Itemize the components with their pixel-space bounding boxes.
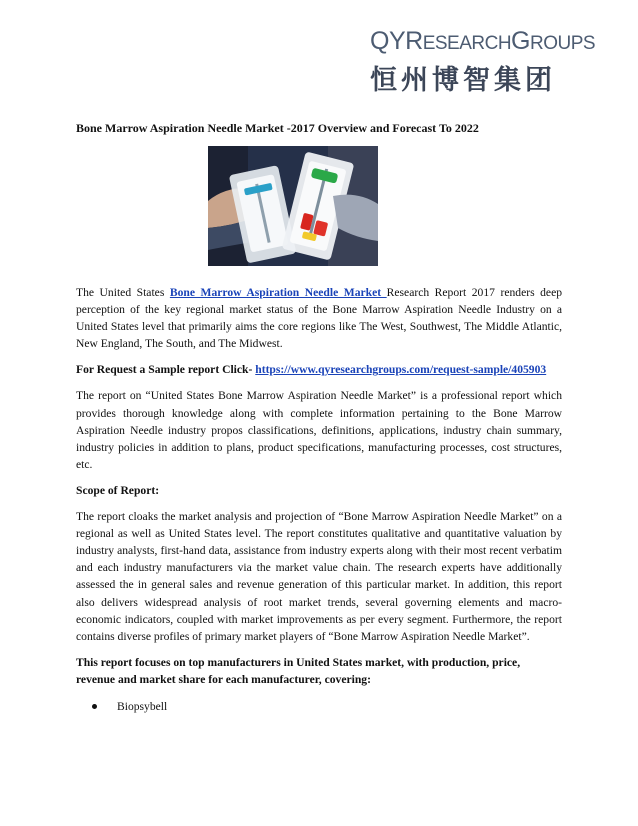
manufacturer-list <box>76 698 562 715</box>
sample-request-paragraph: For Request a Sample report Click- https://www.qyresearchgroups.com/request-sample/405903 <box>76 363 547 377</box>
document-title: Bone Marrow Aspiration Needle Market -2017 Overview and Forecast To 2022 <box>76 121 479 135</box>
manufacturers-heading: This report focuses on top manufacturers in United States market, with production, price, revenue and market share for each manufacturer, covering: <box>76 655 521 686</box>
logo-chinese-text: 恒州博智集团 <box>370 65 556 96</box>
logo-wordmark: QYRESEARCHGROUPS <box>370 27 596 55</box>
scope-heading: Scope of Report: <box>76 483 160 497</box>
market-report-link[interactable]: Bone Marrow Aspiration Needle Market <box>169 286 387 299</box>
needle-kits-illustration <box>208 146 378 266</box>
scope-paragraph: The report cloaks the market analysis and projection of “Bone Marrow Aspiration Needle Market” on a regional as well as United States level. The report constitutes qualitative and quantitative valuation by industry analysts, first-hand data, assistance from industry experts along with their most recent verbatim and each industry manufacturers via the market value chain. The research experts have additionally assessed the in general sales and revenue generation of this particular market. In addition, this report also delivers widespread analysis of root market trends, several governing elements and macro-economic indicators, coupled with market improvements as per every segment. Furthermore, the report contains diverse profiles of primary market players of “Bone Marrow Aspiration Needle Market”. <box>76 510 562 643</box>
company-logo <box>370 26 596 106</box>
sample-request-link[interactable]: https://www.qyresearchgroups.com/request-sample/405903 <box>255 363 547 377</box>
intro-paragraph: The United States Bone Marrow Aspiration Needle Market Research Report 2017 renders deep perception of the key regional market status of the Bone Marrow Aspiration Needle Industry on a United States level that primarily aims the core regions like The West, Southwest, The Middle Atlantic, New England, The South, and The Midwest. <box>76 286 563 351</box>
document-body <box>76 284 562 715</box>
description-paragraph: The report on “United States Bone Marrow Aspiration Needle Market” is a professional report which provides thorough knowledge along with complete information pertaining to the Bone Marrow Aspiration Needle industry propos classifications, definitions, applications, industry chain summary, industry policies in addition to plans, product specifications, manufacturing processes, cost structures, etc. <box>76 389 562 471</box>
product-photo <box>208 146 378 266</box>
list-item: Biopsybell <box>76 698 562 715</box>
